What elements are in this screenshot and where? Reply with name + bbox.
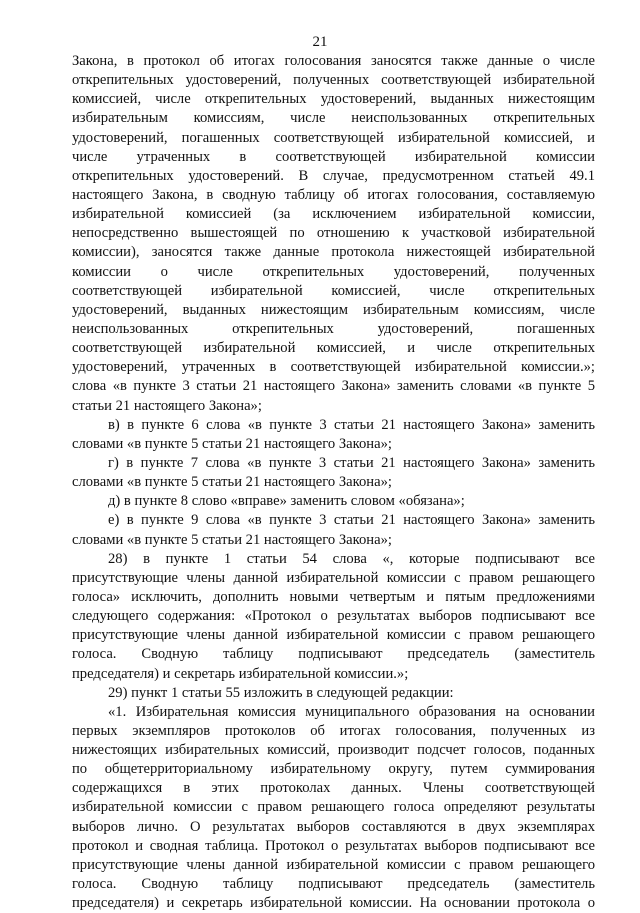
text-line: слова «в пункте 3 статьи 21 настоящего Закона» заменить словами «в пункте 5 — [72, 378, 595, 395]
text-line: словами «в пункте 5 статьи 21 настоящего Закона»; — [72, 474, 392, 491]
text-line: статьи 21 настоящего Закона»; — [72, 397, 262, 414]
text-line: 29) пункт 1 статьи 55 изложить в следующей редакции: — [108, 684, 454, 701]
text-line: непосредственно вышестоящей по отношению к участковой избирательной — [72, 225, 595, 242]
text-line: по общетерриториальному избирательному округу, путем суммирования — [72, 761, 595, 778]
text-line: председателя) и секретарь избирательной комиссии. На основании протокола о — [72, 895, 595, 912]
text-line: соответствующей избирательной комиссией, и числе открепительных — [72, 340, 595, 357]
text-line: «1. Избирательная комиссия муниципального образования на основании — [108, 703, 595, 720]
text-line: открепительных удостоверений. В случае, предусмотренном статьей 49.1 — [72, 167, 595, 184]
text-line: в) в пункте 6 слова «в пункте 3 статьи 21 настоящего Закона» заменить — [108, 416, 595, 433]
text-line: неиспользованных открепительных удостоверений, погашенных — [72, 320, 595, 337]
text-line: выборов лично. О результатах выборов составляются в двух экземплярах — [72, 818, 595, 835]
text-line: голоса. Сводную таблицу подписывают председатель (заместитель — [72, 646, 595, 663]
text-line: открепительных удостоверений, полученных соответствующей избирательной — [72, 72, 595, 89]
text-line: первых экземпляров протоколов об итогах голосования, полученных из — [72, 722, 595, 739]
text-line: г) в пункте 7 слова «в пункте 3 статьи 21 настоящего Закона» заменить — [108, 454, 595, 471]
text-line: словами «в пункте 5 статьи 21 настоящего Закона»; — [72, 531, 392, 548]
text-line: комиссии о числе открепительных удостоверений, полученных — [72, 263, 595, 280]
text-line: словами «в пункте 5 статьи 21 настоящего Закона»; — [72, 435, 392, 452]
text-line: числе утраченных в соответствующей избирательной комиссии — [72, 148, 595, 165]
text-line: 28) в пункте 1 статьи 54 слова «, которые подписывают все — [108, 550, 595, 567]
text-line: соответствующей избирательной комиссией, числе открепительных — [72, 282, 595, 299]
text-line: присутствующие члены данной избирательной комиссии с правом решающего — [72, 627, 595, 644]
text-line: е) в пункте 9 слова «в пункте 3 статьи 21 настоящего Закона» заменить — [108, 512, 595, 529]
text-line: Закона, в протокол об итогах голосования заносятся также данные о числе — [72, 53, 595, 69]
text-line: присутствующие члены данной избирательной комиссии с правом решающего — [72, 569, 595, 586]
text-line: голоса. Сводную таблицу подписывают председатель (заместитель — [72, 876, 595, 893]
page-number: 21 — [312, 34, 328, 50]
text-line: избирательной комиссии с правом решающего голоса определяют результаты — [72, 799, 595, 816]
text-line: комиссии), заносятся также данные протокола нижестоящей избирательной — [72, 244, 595, 261]
text-line: удостоверений, погашенных соответствующей избирательной комиссией, и — [72, 129, 595, 146]
text-line: настоящего Закона, в сводную таблицу об итогах голосования, составляемую — [72, 186, 595, 203]
text-line: избирательным комиссиям, числе неиспользованных открепительных — [72, 110, 595, 127]
text-line: следующего содержания: «Протокол о результатах выборов подписывают все — [72, 608, 595, 625]
text-line: удостоверений, утраченных в соответствующей избирательной комиссии.»; — [72, 359, 595, 376]
text-line: комиссией, числе открепительных удостоверений, выданных нижестоящим — [72, 91, 595, 108]
text-line: избирательной комиссией (за исключением избирательной комиссии, — [72, 206, 595, 223]
text-line: удостоверений, выданных нижестоящим избирательным комиссиям, числе — [72, 301, 595, 318]
text-line: председателя) и секретарь избирательной комиссии.»; — [72, 665, 409, 682]
document-body — [72, 52, 595, 913]
text-line: протокол и сводная таблица. Протокол о результатах выборов подписывают все — [72, 837, 595, 854]
text-line: д) в пункте 8 слово «вправе» заменить словом «обязана»; — [108, 493, 465, 510]
text-line: присутствующие члены данной избирательной комиссии с правом решающего — [72, 856, 595, 873]
text-line: нижестоящих избирательных комиссий, производит подсчет голосов, поданных — [72, 742, 595, 759]
text-line: содержащихся в этих протоколах данных. Члены соответствующей — [72, 780, 595, 797]
text-line: голоса» исключить, дополнить новыми четвертым и пятым предложениями — [72, 588, 595, 605]
